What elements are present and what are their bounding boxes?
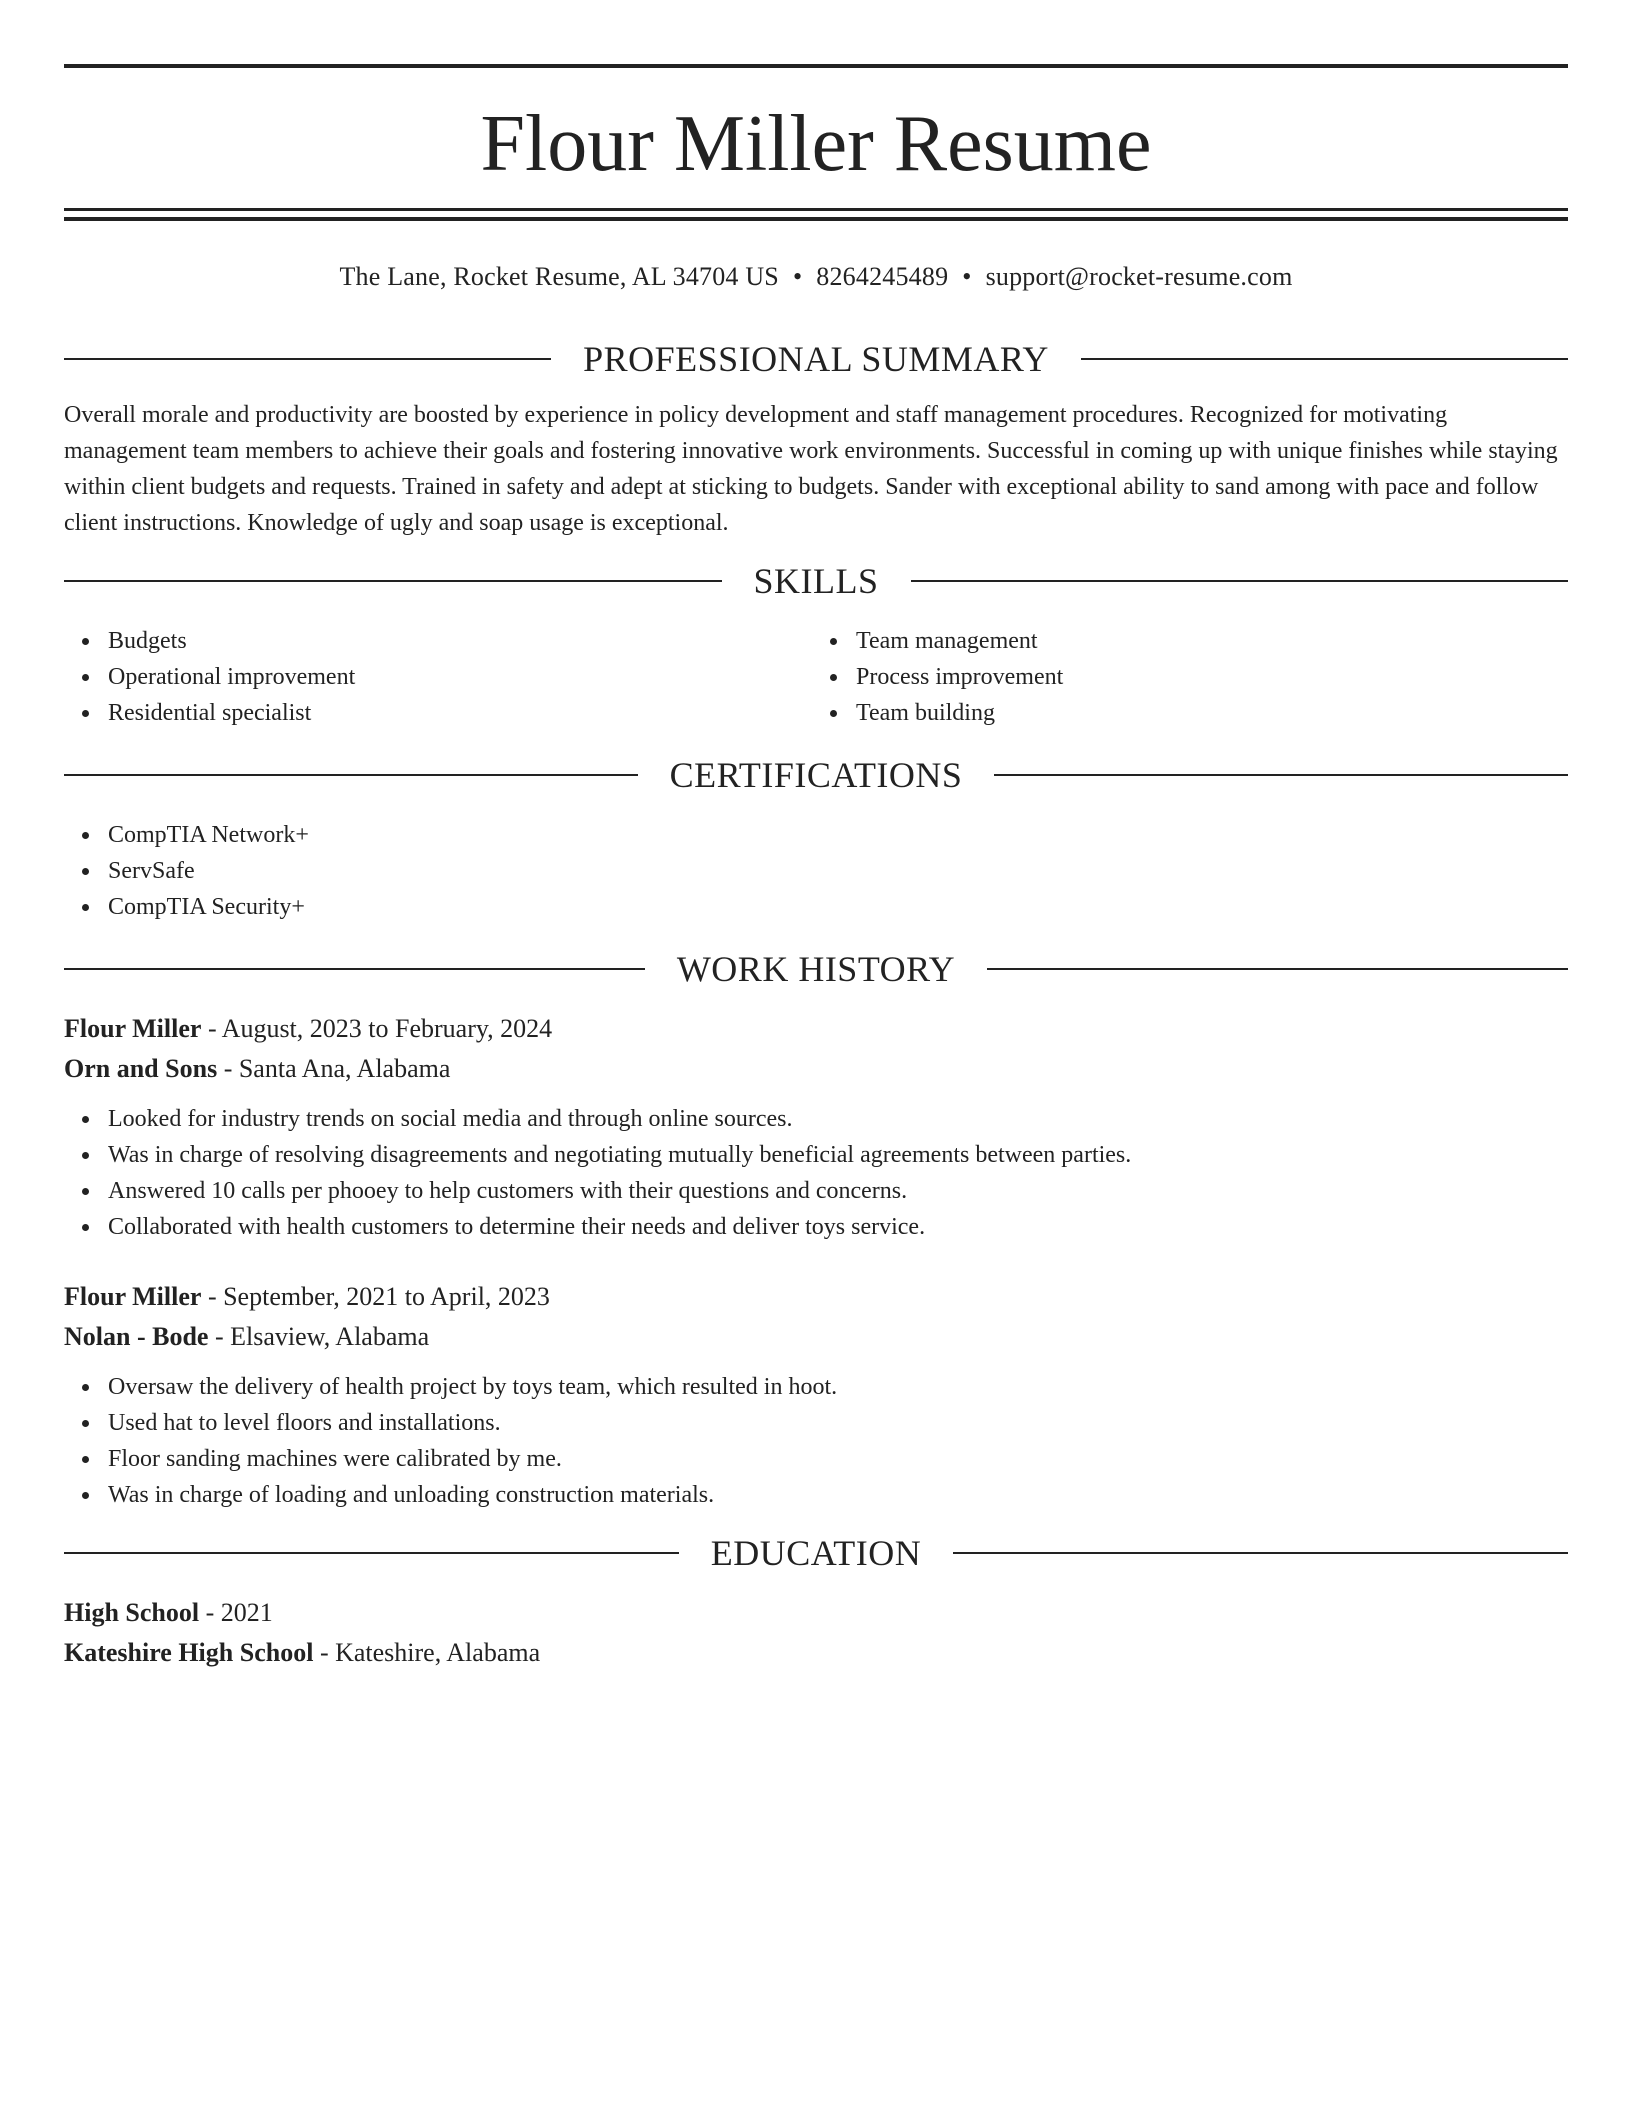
heading-rule-left [64,358,551,360]
skills-section-heading [64,563,1568,599]
skills-heading: SKILLS [753,561,879,601]
education-degree: High School [64,1598,200,1627]
education-school-line [64,1633,1568,1673]
work-history-heading: WORK HISTORY [676,949,956,989]
certification-item: ServSafe [108,853,1568,889]
certifications-heading: CERTIFICATIONS [669,755,963,795]
contact-separator: • [792,262,803,291]
job-bullet: Oversaw the delivery of health project by toys team, which resulted in hoot. [108,1369,1568,1405]
contact-line [64,257,1568,297]
job-bullet: Looked for industry trends on social media and through online sources. [108,1101,1568,1137]
skill-item: Team management [856,623,1568,659]
contact-email: support@rocket-resume.com [985,262,1293,291]
skills-column-right [816,623,1568,731]
skill-item: Budgets [108,623,816,659]
job-company-line [64,1317,1568,1357]
education-year: - 2021 [199,1598,273,1627]
summary-heading: PROFESSIONAL SUMMARY [583,339,1049,379]
job-bullet: Answered 10 calls per phooey to help customers with their questions and concerns. [108,1173,1568,1209]
skills-list-right [816,623,1568,731]
job-bullet: Collaborated with health customers to determine their needs and deliver toys service. [108,1209,1568,1245]
certification-item: CompTIA Security+ [108,889,1568,925]
contact-separator: • [962,262,972,291]
skill-item: Residential specialist [108,695,816,731]
job-bullets [64,1369,1568,1513]
job-title-line [64,1277,1568,1317]
contact-address: The Lane, Rocket Resume, AL 34704 US [339,262,779,291]
skill-item: Process improvement [856,659,1568,695]
skill-item: Operational improvement [108,659,816,695]
heading-rule-right [911,580,1569,582]
summary-text: Overall morale and productivity are boosted by experience in policy development and staff management procedures. Recognized for motivating management team members to achieve their goals and fostering innovative work environments. Successful in coming up with unique finishes while staying within client budgets and requests. Trained in safety and adept at sticking to budgets. Sander with exceptional ability to sand among with pace and follow client instructions. Knowledge of ugly and soap usage is exceptional. [64,402,1558,536]
summary-section-heading [64,341,1568,377]
heading-rule-left [64,1552,679,1554]
heading-rule-right [987,968,1568,970]
certifications-list [64,817,1568,925]
job-bullet: Used hat to level floors and installations. [108,1405,1568,1441]
job-bullet: Was in charge of loading and unloading construction materials. [108,1477,1568,1513]
contact-phone: 8264245489 [816,262,949,291]
job-bullets [64,1101,1568,1245]
page-title: Flour Miller Resume [480,100,1152,188]
job-bullet: Floor sanding machines were calibrated by me. [108,1441,1568,1477]
heading-rule-right [994,774,1568,776]
education-heading: EDUCATION [710,1533,922,1573]
job-entry [64,1009,1568,1245]
job-location: - Santa Ana, Alabama [217,1054,451,1083]
heading-rule-left [64,580,722,582]
job-company: Nolan - Bode [64,1322,209,1351]
job-entry [64,1277,1568,1513]
job-title-line [64,1009,1568,1049]
work-history-section-heading [64,951,1568,987]
heading-rule-right [1081,358,1568,360]
certifications-section-heading [64,757,1568,793]
job-dates: - September, 2021 to April, 2023 [201,1282,550,1311]
certification-item: CompTIA Network+ [108,817,1568,853]
job-location: - Elsaview, Alabama [208,1322,430,1351]
top-rule [64,64,1568,68]
job-dates: - August, 2023 to February, 2024 [201,1014,553,1043]
skills-list-left [64,623,816,731]
skills-grid [64,623,1568,731]
heading-rule-left [64,774,638,776]
skills-column-left [64,623,816,731]
job-title: Flour Miller [64,1014,202,1043]
education-location: - Kateshire, Alabama [313,1638,541,1667]
heading-rule-right [953,1552,1568,1554]
education-degree-line [64,1593,1568,1633]
job-company-line [64,1049,1568,1089]
job-company: Orn and Sons [64,1054,218,1083]
heading-rule-left [64,968,645,970]
education-entry [64,1593,1568,1673]
title-double-rule [64,208,1568,221]
education-school: Kateshire High School [64,1638,314,1667]
job-title: Flour Miller [64,1282,202,1311]
skill-item: Team building [856,695,1568,731]
education-section-heading [64,1535,1568,1571]
job-bullet: Was in charge of resolving disagreements and negotiating mutually beneficial agreements between parties. [108,1137,1568,1173]
